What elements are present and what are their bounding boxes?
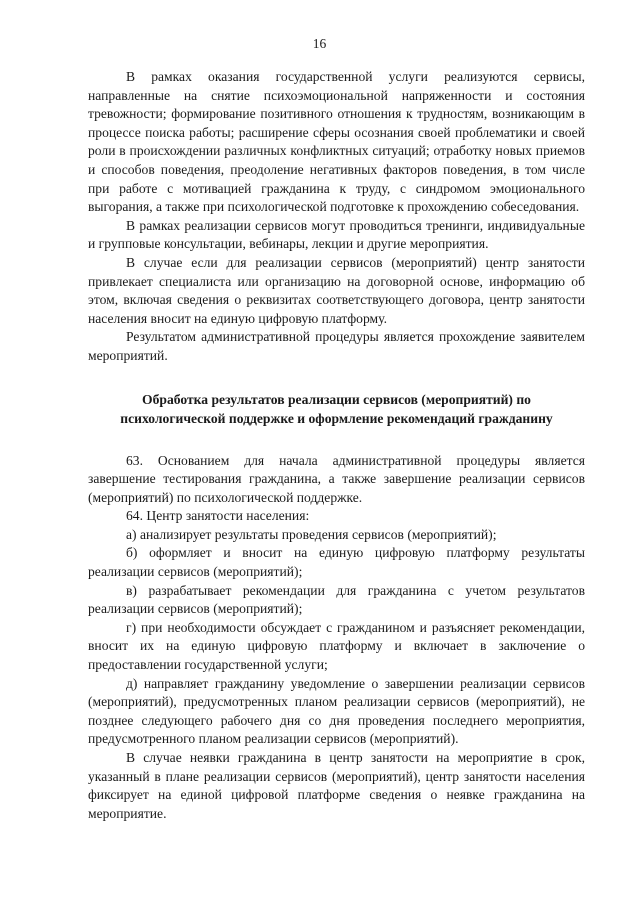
paragraph-contractor-info: В случае если для реализации сервисов (мероприятий) центр занятости привлекает специалиста или организацию на договорной основе, информацию об этом, включая сведения о реквизитах соответствующего договора, центр занятости населения вносит на единую цифровую платформу. — [88, 254, 585, 326]
list-item-d: д) направляет гражданину уведомление о завершении реализации сервисов (мероприятий), предусмотренных планом реализации сервисов (мероприятий), не позднее следующего рабочего дня со дня проведения последнего мероприятия, предусмотренного планом реализации сервисов (мероприятий). — [88, 675, 585, 747]
document-body — [88, 68, 585, 823]
list-item-b: б) оформляет и вносит на единую цифровую платформу результаты реализации сервисов (мероприятий); — [88, 545, 585, 580]
paragraph-services-overview: В рамках оказания государственной услуги реализуются сервисы, направленные на снятие психоэмоциональной напряженности и состояния тревожности; формирование позитивного отношения к трудностям, возникающим в процессе поиска работы; расширение сферы осознания своей проблематики и своей роли в происхождении различных конфликтных ситуаций; отработку новых приемов и способов поведения, преодоление негативных факторов поведения, в том числе при работе с мотивацией гражданина к труду, с синдромом эмоционального выгорания, а также при психологической подготовке к прохождению собеседования. — [88, 69, 585, 215]
paragraph-procedure-result: Результатом административной процедуры является прохождение заявителем мероприятий. — [88, 329, 585, 363]
list-item-g: г) при необходимости обсуждает с гражданином и разъясняет рекомендации, вносит их на единую цифровую платформу и включает в заключение о предоставлении государственной услуги; — [88, 619, 585, 673]
section-heading: Обработка результатов реализации сервисов (мероприятий) по психологической поддержке и оформление рекомендаций гражданину — [120, 391, 553, 426]
list-item-v: в) разрабатывает рекомендации для гражданина с учетом результатов реализации сервисов (мероприятий); — [88, 582, 585, 617]
paragraph-64: 64. Центр занятости населения: — [126, 508, 310, 524]
list-item-a: а) анализирует результаты проведения сервисов (мероприятий); — [126, 526, 497, 542]
page-number: 16 — [312, 36, 327, 51]
paragraph-no-show: В случае неявки гражданина в центр занятости на мероприятие в срок, указанный в плане реализации сервисов (мероприятий), центр занятости населения фиксирует на единой цифровой платформе сведения о неявке гражданина на мероприятие. — [88, 750, 585, 821]
paragraph-event-formats: В рамках реализации сервисов могут проводиться тренинги, индивидуальные и групповые консультации, вебинары, лекции и другие мероприятия. — [88, 217, 585, 252]
paragraph-63: 63. Основанием для начала административной процедуры является завершение тестирования гражданина, а также завершение реализации сервисов (мероприятий) по психологической поддержке. — [88, 452, 585, 505]
